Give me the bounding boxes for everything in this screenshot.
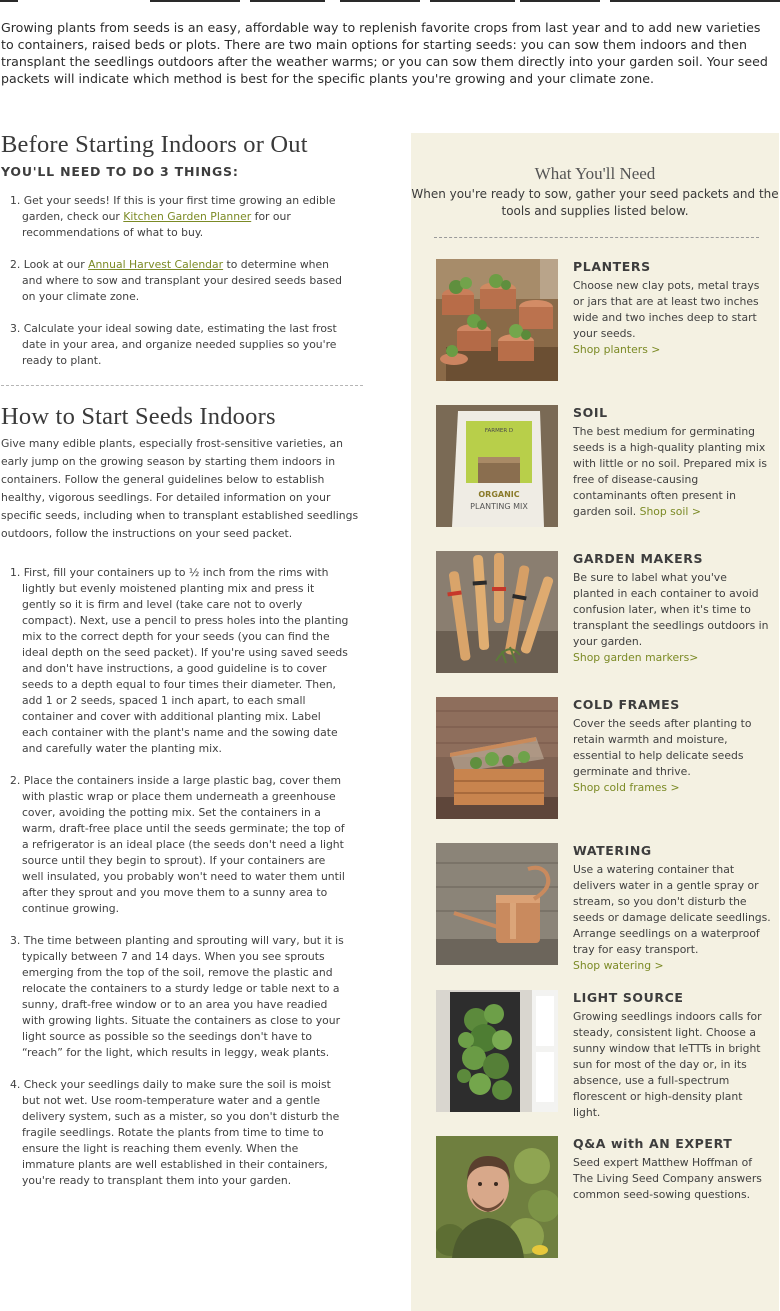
panel-header [411, 163, 779, 220]
cold-frames-title: COLD FRAMES [573, 697, 680, 712]
supply-item-watering [436, 843, 776, 972]
list-item: 1. Get your seeds! If this is your first time growing an edible garden, check our Kitchen Garden Planner for our recommendations of what to buy. [10, 194, 336, 239]
list-item: 4. Check your seedlings daily to make sure the soil is moist but not wet. Use room-temperature water and a gentle delivery system, such as a mister, so you don't disturb the fragile seedlings. Rotate the plants from time to time to ensure the light is reaching them evenly. When the immature plants are well established in their containers, you're ready to transplant them into your garden. [10, 1078, 340, 1187]
living-wall-photo-icon[interactable] [436, 990, 558, 1112]
cold-frames-desc: Cover the seeds after planting to retain warmth and moisture, essential to help delicate seeds germinate and thrive. Shop cold frames > [573, 717, 752, 794]
section-divider [1, 385, 363, 386]
planters-photo-icon[interactable] [436, 259, 558, 381]
soil-desc: The best medium for germinating seeds is a high-quality planting mix with little or no soil. Prepared mix is free of disease-causing contaminants often present in garden soil. Shop soil > [573, 425, 768, 518]
cold-frames-text [573, 697, 771, 796]
garden-markers-title: GARDEN MAKERS [573, 551, 704, 566]
list-item: 2. Place the containers inside a large plastic bag, cover them with plastic wrap or place them underneath a greenhouse cover, avoiding the potting mix. Set the containers in a warm, draft-free place until the seeds germinate; the top of a refrigerator is an ideal place (the seeds don't need a light source until they begin to sprout). If your containers are well insulated, you probably won't need to water them until after they sprout and you move them to a sunny area to continue growing. [10, 774, 345, 915]
expert-title: Q&A with AN EXPERT [573, 1136, 733, 1151]
light-source-desc: Growing seedlings indoors calls for steady, consistent light. Choose a sunny window that leTTTs in bright sun for most of the day or, in its absence, use a full-spectrum florescent or high-density plant light. [573, 1010, 762, 1119]
supply-item-soil [436, 405, 776, 527]
start-seeds-indoors-heading: How to Start Seeds Indoors [1, 403, 276, 430]
left-column [1, 130, 369, 1205]
list-item: 1. First, fill your containers up to ½ inch from the rims with lightly but evenly moistened planting mix and press it gently so it is firm and level (take care not to overly compact). Next, use a pencil to press holes into the planting mix to the correct depth for your seeds (you can find the ideal depth on the seed packet). If you're using saved seeds and don't have instructions, a good guideline is to cover seeds to a depth equal to four times their diameter. Then, add 1 or 2 seeds, spaced 1 inch apart, to each small container and cover with additional planting mix. Label each container with the plant's name and the sowing date and carefully water the planting mix. [10, 566, 349, 755]
what-you-need-title: What You'll Need [534, 164, 656, 183]
supply-item-expert [436, 1136, 776, 1258]
watering-title: WATERING [573, 843, 652, 858]
before-starting-heading: Before Starting Indoors or Out [1, 131, 308, 158]
list-item: 3. The time between planting and sprouting will vary, but it is typically between 7 and 14 days. When you see sprouts emerging from the top of the soil, remove the plastic and relocate the containers to a sturdy ledge or table next to a sunny, draft-free window or to an area you have readied with growing lights. Situate the containers as close to your light source as possible so the seedings don't have to “reach” for the light, which results in leggy, weak plants. [10, 934, 344, 1059]
supply-item-cold-frames [436, 697, 776, 819]
planters-title: PLANTERS [573, 259, 651, 274]
watering-desc: Use a watering container that delivers water in a gentle spray or stream, so you don't disturb the seeds or damage delicate seedlings. Arrange seedlings on a waterproof tray for easy transport. Shop watering > [573, 863, 771, 972]
supply-item-light-source [436, 990, 776, 1119]
kitchen-garden-planner-link[interactable]: Kitchen Garden Planner [123, 210, 252, 223]
indoors-steps-list [1, 565, 369, 1189]
soil-bag-photo-icon[interactable] [436, 405, 558, 527]
shop-garden-markers-link[interactable]: Shop garden markers> [573, 651, 699, 664]
garden-markers-desc: Be sure to label what you've planted in each container to avoid confusion later, when it's time to transplant the seedlings outdoors in your garden. Shop garden markers> [573, 571, 769, 664]
garden-markers-text [573, 551, 771, 666]
panel-divider [434, 237, 759, 238]
soil-text [573, 405, 771, 520]
bag-label: ORGANIC [478, 490, 520, 499]
shop-cold-frames-link[interactable]: Shop cold frames > [573, 781, 680, 794]
expert-portrait-photo-icon[interactable] [436, 1136, 558, 1258]
light-source-text [573, 990, 771, 1121]
garden-markers-photo-icon[interactable] [436, 551, 558, 673]
header-image-strip [0, 0, 780, 2]
bag-product: PLANTING MIX [470, 502, 528, 511]
three-things-subhead: YOU'LL NEED TO DO 3 THINGS: [1, 164, 239, 179]
supply-item-garden-markers [436, 551, 776, 673]
planters-desc: Choose new clay pots, metal trays or jars that are at least two inches wide and two inches deep to start your seeds. Shop planters > [573, 279, 760, 356]
expert-text [573, 1136, 771, 1203]
indoors-intro: Give many edible plants, especially frost-sensitive varieties, an early jump on the growing season by starting them indoors in containers. Follow the general guidelines below to establish healthy, vigorous seedlings. For detailed information on your specific seeds, including when to transplant established seedlings outdoors, follow the instructions on your seed packet. [1, 437, 359, 540]
shop-planters-link[interactable]: Shop planters > [573, 343, 661, 356]
expert-desc: Seed expert Matthew Hoffman of The Living Seed Company answers common seed-sowing questions. [573, 1156, 762, 1201]
before-steps-list [1, 193, 369, 369]
cold-frame-photo-icon[interactable] [436, 697, 558, 819]
planters-text [573, 259, 771, 358]
list-item: 2. Look at our Annual Harvest Calendar to determine when and where to sow and transplant your desired seeds based on your climate zone. [10, 258, 342, 303]
supply-item-planters [436, 259, 776, 381]
list-item: 3. Calculate your ideal sowing date, estimating the last frost date in your area, and organize needed supplies so you're ready to plant. [10, 322, 337, 367]
watering-can-photo-icon[interactable] [436, 843, 558, 965]
what-you-need-panel [411, 133, 779, 1311]
bag-brand: FARMER D [484, 428, 514, 434]
annual-harvest-calendar-link[interactable]: Annual Harvest Calendar [88, 258, 224, 271]
shop-soil-link[interactable]: Shop soil > [639, 505, 701, 518]
light-source-title: LIGHT SOURCE [573, 990, 684, 1005]
intro-paragraph: Growing plants from seeds is an easy, affordable way to replenish favorite crops from last year and to add new varieties to containers, raised beds or plots. There are two main options for starting seeds: you can sow them indoors and then transplant the seedlings outdoors after the weather warms; or you can sow them directly into your garden soil. Your seed packets will indicate which method is best for the specific plants you're growing and your climate zone. [1, 20, 768, 86]
watering-text [573, 843, 771, 974]
soil-title: SOIL [573, 405, 608, 420]
what-you-need-intro: When you're ready to sow, gather your seed packets and the tools and supplies listed below. [411, 187, 779, 218]
shop-watering-link[interactable]: Shop watering > [573, 959, 664, 972]
